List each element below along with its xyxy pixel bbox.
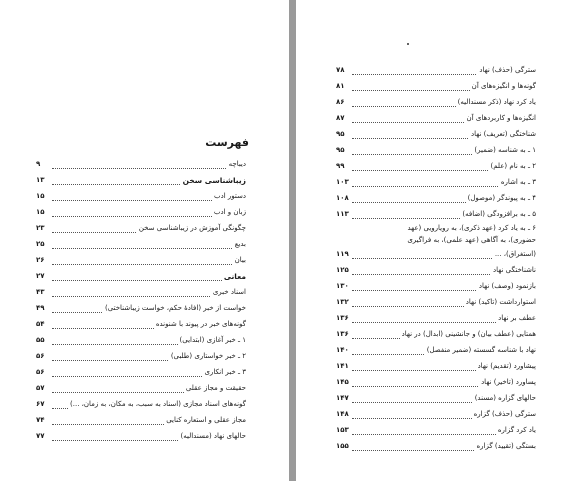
toc-entry-page: ۸۷: [336, 114, 352, 123]
toc-entry-title: پساورد (تاخیر) نهاد: [481, 378, 536, 386]
toc-entry-page: ۱۱۳: [336, 210, 352, 219]
toc-entry-title: (استغراق)، ...: [494, 250, 536, 258]
toc-entry: [36, 366, 246, 382]
toc-entry: [36, 382, 246, 398]
toc-entry-title: گونه‌ها و انگیزه‌های آن: [471, 82, 536, 90]
toc-entry: [36, 158, 246, 174]
toc-list-left: [36, 158, 246, 446]
toc-entry-title: گونه‌های خبر در پیوند با شنونده: [155, 320, 246, 328]
toc-entry-page: ۱۴۷: [336, 394, 352, 403]
toc-entry: [336, 424, 536, 440]
toc-entry: [336, 440, 536, 456]
toc-entry: [336, 344, 536, 360]
dot-leader: [52, 264, 246, 265]
toc-entry-page: ۱۰۸: [336, 194, 352, 203]
toc-entry-title: همتایی (عطف بیان) و جانشینی (ابدال) در نهاد: [401, 330, 536, 338]
toc-entry: [336, 296, 536, 312]
toc-entry-title: بازنمود (وصف) نهاد: [478, 282, 536, 290]
toc-entry: [36, 286, 246, 302]
toc-entry-title: گونه‌های اسناد مجازی (اسناد به سبب، به مکان، به زمان، ...): [70, 400, 246, 408]
toc-entry-title: یاد کرد نهاد (ذکر مسندالیه): [457, 98, 536, 106]
toc-entry-title: زیباشناسی سخن: [182, 176, 246, 185]
toc-entry-title: ۲ ـ خبر خواستاری (طلبی): [170, 352, 246, 360]
toc-entry-title: ۲ ـ به نام (علم): [490, 162, 536, 170]
toc-entry-page: ۵۶: [36, 368, 52, 377]
toc-entry-page: ۱۵: [36, 192, 52, 201]
toc-entry: [36, 302, 246, 318]
toc-entry: [36, 350, 246, 366]
toc-entry: [36, 334, 246, 350]
toc-entry-page: ۹۵: [336, 130, 352, 139]
toc-entry: [336, 112, 536, 128]
toc-entry-page: ۱۳۶: [336, 314, 352, 323]
toc-entry-page: ۹۵: [336, 146, 352, 155]
toc-entry-title: بیان: [234, 256, 246, 264]
toc-entry-title: حقیقت و مجاز عقلی: [185, 384, 246, 392]
toc-entry-page: ۱۲۵: [336, 266, 352, 275]
toc-entry-page: ۶۷: [36, 400, 52, 409]
toc-entry: [36, 254, 246, 270]
toc-entry-title: ۳ ـ خبر انکاری: [204, 368, 246, 376]
toc-entry: [336, 192, 536, 208]
toc-entry: [336, 64, 536, 80]
toc-list-right: [336, 64, 536, 456]
toc-entry-page: ۱۴۸: [336, 410, 352, 419]
toc-entry-title: سترگی (حذف) نهاد: [479, 66, 536, 74]
toc-entry-title: ۵ ـ به برافزودگی (اضافه): [462, 210, 536, 218]
toc-entry-page: ۲۳: [36, 224, 52, 233]
toc-entry: [336, 160, 536, 176]
toc-entry-page: ۴۹: [36, 304, 52, 313]
toc-entry-page: ۵۵: [36, 336, 52, 345]
toc-entry-page: ۱۱۹: [336, 250, 352, 259]
toc-entry-title: ۶ ـ به یاد کرد (عهد ذکری)، به رویارویی (عهد: [407, 224, 536, 232]
toc-entry-page: ۹۹: [336, 162, 352, 171]
toc-entry: [336, 80, 536, 96]
toc-entry: [36, 398, 246, 414]
toc-entry-title: ناشناختگی نهاد: [493, 266, 536, 274]
toc-entry: [336, 264, 536, 280]
toc-entry-title: حالهای گزاره (مسند): [474, 394, 536, 402]
dot-leader: [52, 248, 246, 249]
toc-entry: [336, 248, 536, 264]
toc-entry-title: ۴ ـ به پیوندگر (موصول): [467, 194, 536, 202]
toc-entry-title: استوارداشت (تاکید) نهاد: [465, 298, 536, 306]
toc-entry-title: عطف بر نهاد: [498, 314, 536, 322]
toc-entry-title: بدیع: [234, 240, 246, 248]
toc-entry: [336, 224, 536, 236]
dot-leader: [52, 280, 246, 281]
toc-entry-page: ۸۱: [336, 82, 352, 91]
toc-entry-title: حضوری)، به آگاهی (عهد علمی)، به فراگیری: [407, 236, 536, 244]
toc-entry-page: ۲۷: [36, 272, 52, 281]
toc-entry-page: ۱۰۳: [336, 178, 352, 187]
toc-entry-page: ۷۴: [36, 416, 52, 425]
toc-entry-title: ۱ ـ به شناسه (ضمیر): [474, 146, 536, 154]
toc-title: فهرست: [205, 136, 249, 149]
toc-entry: [336, 176, 536, 192]
toc-entry-page: ۴۳: [36, 288, 52, 297]
toc-entry-title: یاد کرد گزاره: [497, 426, 536, 434]
toc-entry: [336, 392, 536, 408]
toc-entry: [336, 128, 536, 144]
toc-entry-title: چگونگی آموزش در زیباشناسی سخن: [138, 224, 246, 232]
toc-entry-title: مجاز عقلی و استعاره کنایی: [166, 416, 246, 424]
toc-entry-title: پیشاورد (تقدیم) نهاد: [477, 362, 536, 370]
toc-entry-page: ۵۷: [36, 384, 52, 393]
toc-entry-title: دستور ادب: [214, 192, 246, 200]
toc-entry: [336, 236, 536, 248]
toc-entry-page: ۲۶: [36, 256, 52, 265]
toc-entry-page: ۱۳۰: [336, 282, 352, 291]
toc-entry-title: حالهای نهاد (مسندالیه): [180, 432, 246, 440]
toc-entry-page: ۸۶: [336, 98, 352, 107]
toc-entry-title: اسناد خبری: [212, 288, 246, 296]
toc-entry-page: ۱۴۵: [336, 378, 352, 387]
toc-entry-page: ۱۴۱: [336, 362, 352, 371]
page-mark: [407, 43, 409, 45]
toc-entry: [36, 174, 246, 190]
toc-entry-title: سترگی (حذف) گزاره: [473, 410, 536, 418]
toc-entry: [336, 280, 536, 296]
toc-entry-page: ۱۳۶: [336, 330, 352, 339]
toc-entry: [336, 328, 536, 344]
toc-entry: [336, 360, 536, 376]
toc-entry: [36, 270, 246, 286]
toc-entry: [36, 222, 246, 238]
toc-entry-title: دیباچه: [228, 160, 246, 168]
toc-entry: [36, 238, 246, 254]
toc-entry: [336, 208, 536, 224]
toc-entry-title: بستگی (تقیید) گزاره: [476, 442, 536, 450]
left-page: [0, 0, 289, 481]
toc-entry-title: خواست از خبر (افادهٔ حکم، خواست زیباشناختی): [105, 304, 246, 312]
toc-entry: [336, 96, 536, 112]
toc-entry-title: زبان و ادب: [213, 208, 246, 216]
toc-entry-page: ۱۳۲: [336, 298, 352, 307]
toc-entry: [36, 414, 246, 430]
toc-entry-page: ۷۷: [36, 432, 52, 441]
toc-entry: [36, 206, 246, 222]
toc-entry: [36, 190, 246, 206]
toc-entry-page: ۱۵۵: [336, 442, 352, 451]
toc-entry-page: ۹: [36, 160, 52, 169]
toc-entry-title: ۱ ـ خبر آغازی (ابتدایی): [179, 336, 246, 344]
right-page: [296, 0, 586, 481]
toc-entry-title: ۳ ـ به اشاره: [500, 178, 536, 186]
toc-entry: [36, 318, 246, 334]
dot-leader: [52, 168, 246, 169]
toc-entry-page: ۱۵۳: [336, 426, 352, 435]
toc-entry: [336, 144, 536, 160]
toc-entry-title: معانی: [223, 272, 246, 281]
toc-entry-title: انگیزه‌ها و کاربردهای آن: [466, 114, 536, 122]
toc-entry-page: ۲۵: [36, 240, 52, 249]
toc-entry-page: ۱۴۰: [336, 346, 352, 355]
toc-entry: [336, 312, 536, 328]
toc-entry-title: نهاد با شناسه گسسته (ضمیر منفصل): [426, 346, 536, 354]
toc-entry: [336, 408, 536, 424]
toc-entry-page: ۷۸: [336, 66, 352, 75]
toc-entry-page: ۱۵: [36, 208, 52, 217]
toc-entry-page: ۱۳: [36, 176, 52, 185]
toc-entry: [36, 430, 246, 446]
toc-entry-page: ۵۶: [36, 352, 52, 361]
toc-entry: [336, 376, 536, 392]
toc-entry-page: ۵۴: [36, 320, 52, 329]
toc-entry-title: شناختگی (تعریف) نهاد: [471, 130, 536, 138]
